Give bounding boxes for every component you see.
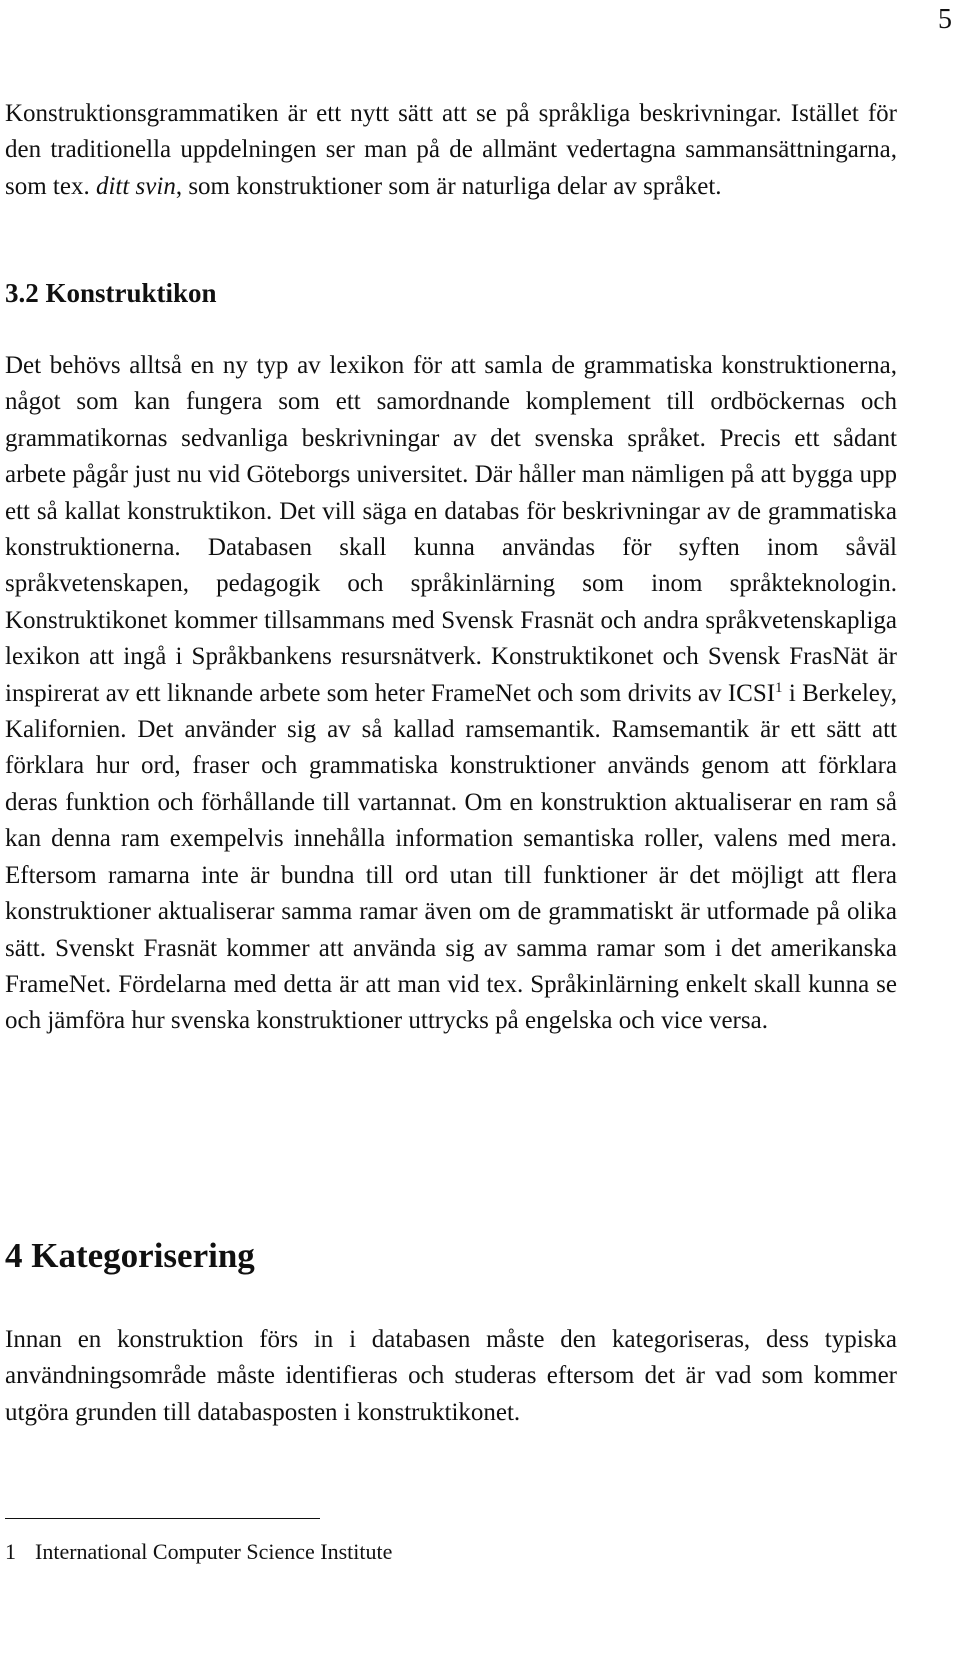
footnote-text: International Computer Science Institute xyxy=(35,1539,393,1564)
footnote-divider xyxy=(5,1518,320,1519)
section-heading-kategorisering: 4 Kategorisering xyxy=(5,1236,255,1275)
intro-text-start: Konstruktionsgrammatiken är ett nytt sätt att se på språkliga beskrivningar. Istället för den traditionella uppdelningen ser man på de allmänt vedertagna sammansättningarna, som tex. xyxy=(5,100,897,200)
footnote xyxy=(5,1537,392,1567)
intro-paragraph xyxy=(5,96,897,205)
konstruktikon-paragraph xyxy=(5,348,897,1040)
footnote-reference: 1 xyxy=(775,679,783,696)
section-heading-konstruktikon: 3.2 Konstruktikon xyxy=(5,278,217,308)
konstruktikon-text-start: Det behövs alltså en ny typ av lexikon för att samla de grammatiska konstruktionerna, något som kan fungera som ett samordnande komplement till ordböckernas och grammatikornas sedvanliga beskrivningar av det svenska språket. Precis ett sådant arbete pågår just nu vid Göteborgs universitet. Där håller man nämligen på att bygga upp ett så kallat konstruktikon. Det vill säga en databas för beskrivningar av de grammatiska konstruktionerna. Databasen skall kunna användas för syften inom såväl språkvetenskapen, pedagogik och språkinlärning som inom språkteknologin. Konstruktikonet kommer tillsammans med Svensk Frasnät och andra språkvetenskapliga lexikon att ingå i Språkbankens resursnätverk. Konstruktikonet och Svensk FrasNät är inspirerat av ett liknande arbete som heter FrameNet och som drivits av ICSI xyxy=(5,352,897,707)
konstruktikon-text-end: i Berkeley, Kalifornien. Det använder sig av så kallad ramsemantik. Ramsemantik är ett sätt att förklara hur ord, fraser och grammatiska konstruktioner används genom att förklara deras funktion och förhållande till vartannat. Om en konstruktion aktualiserar en ram så kan denna ram exempelvis innehålla information semantiska roller, valens med mera. Eftersom ramarna inte är bundna till ord utan till funktioner är det möjligt att flera konstruktioner aktualiserar samma ramar även om de grammatiskt är utformade på olika sätt. Svenskt Frasnät kommer att använda sig av samma ramar som i det amerikanska FrameNet. Fördelarna med detta är att man vid tex. Språkinlärning enkelt skall kunna se och jämföra hur svenska konstruktioner uttrycks på engelska och vice versa. xyxy=(5,679,897,1035)
example-phrase: ditt svin xyxy=(95,172,176,200)
page-number: 5 xyxy=(938,4,952,35)
kategorisering-paragraph: Innan en konstruktion förs in i databasen måste den kategoriseras, dess typiska användningsområde måste identifieras och studeras eftersom det är vad som kommer utgöra grunden till databasposten i konstruktikonet. xyxy=(5,1326,897,1426)
intro-text-end: , som konstruktioner som är naturliga delar av språket. xyxy=(175,172,722,200)
footnote-marker: 1 xyxy=(5,1539,16,1564)
